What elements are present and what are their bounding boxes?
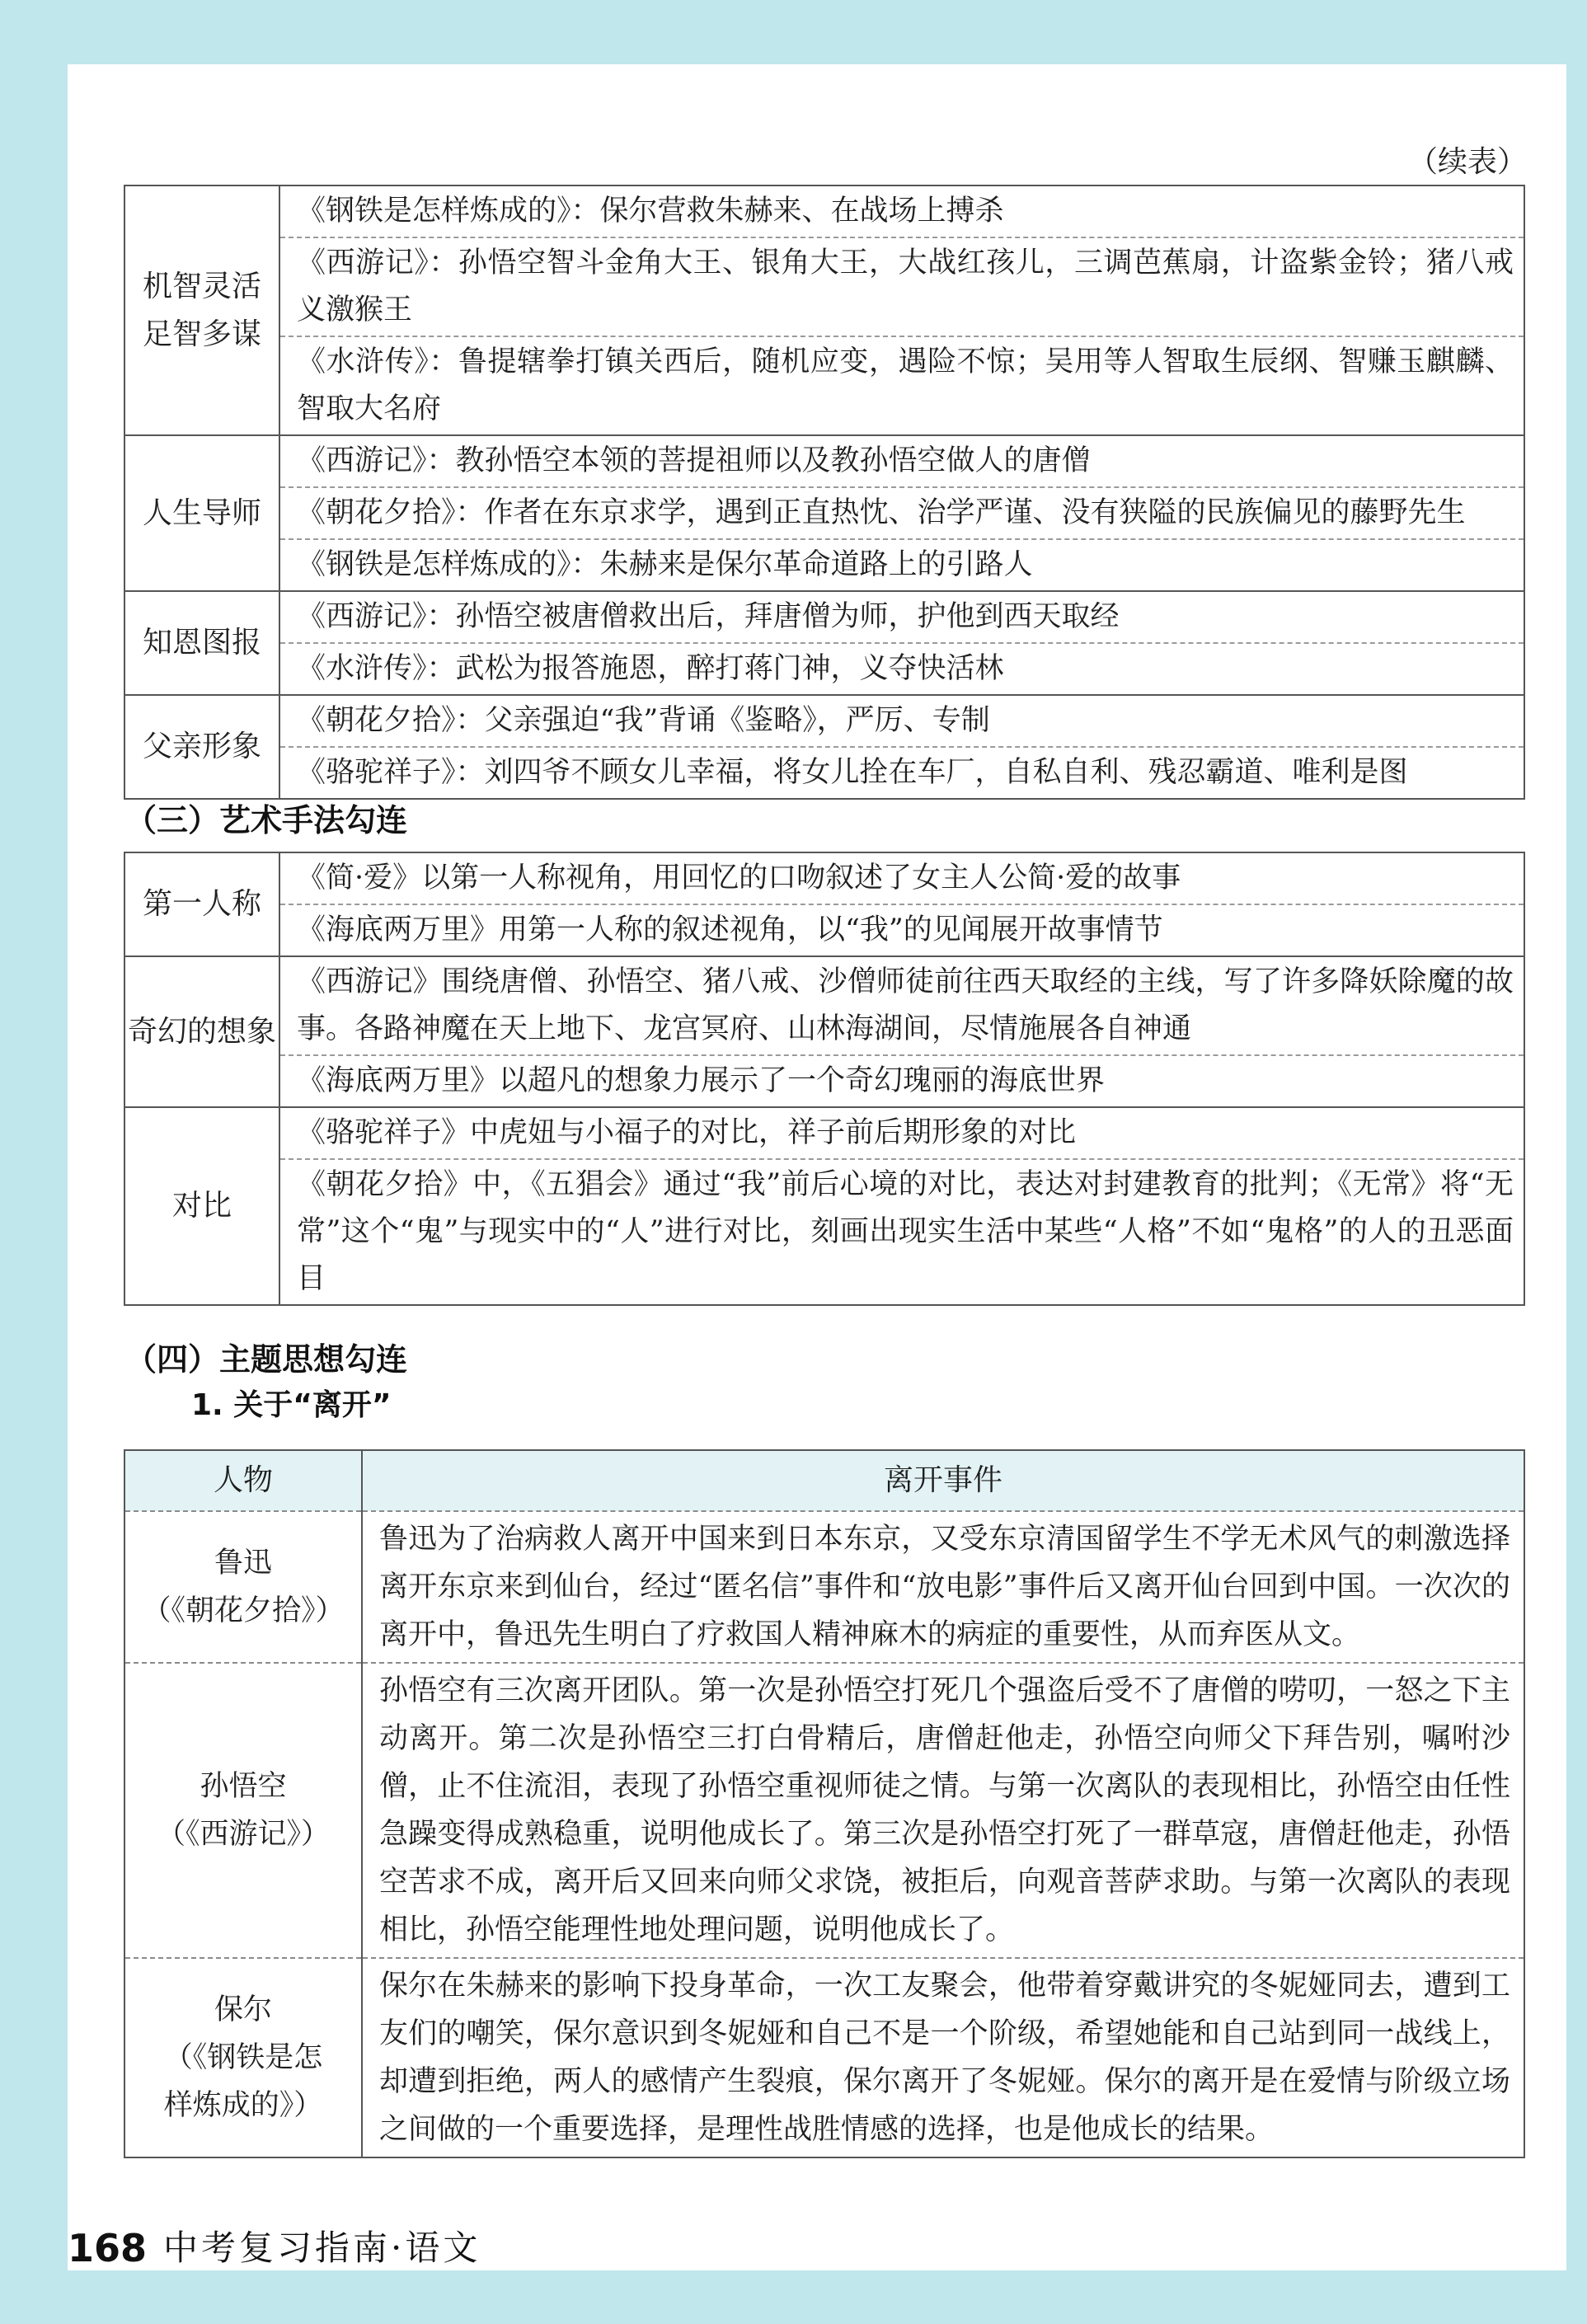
example-cell: 《海底两万里》用第一人称的叙述视角，以“我”的见闻展开故事情节 — [279, 904, 1524, 956]
subsection-title-leaving: 1. 关于“离开” — [191, 1388, 392, 1422]
person-source: （《钢铁是怎 — [163, 2041, 323, 2074]
page — [68, 64, 1566, 2270]
example-cell: 《西游记》：教孙悟空本领的菩提祖师以及教孙悟空做人的唐僧 — [279, 435, 1524, 487]
person-cell — [124, 1958, 362, 2157]
category-cell — [124, 1107, 279, 1305]
person-source: （《西游记》） — [156, 1818, 330, 1851]
category-label: 机智灵活 — [142, 269, 261, 303]
example-cell: 《骆驼祥子》：刘四爷不顾女儿幸福，将女儿拴在车厂，自私自利、残忍霸道、唯利是图 — [279, 747, 1524, 799]
table-row — [124, 1958, 1524, 2157]
event-cell: 鲁迅为了治病救人离开中国来到日本东京，又受东京清国留学生不学无术风气的刺激选择离开东京来到仙台，经过“匿名信”事件和“放电影”事件后又离开仙台回到中国。一次次的离开中，鲁迅先生明白了疗救国人精神麻木的病症的重要性，从而弃医从文。 — [362, 1511, 1524, 1663]
example-cell: 《水浒传》：鲁提辖拳打镇关西后，随机应变，遇险不惊；吴用等人智取生辰纲、智赚玉麒麟、智取大名府 — [279, 336, 1524, 435]
person-name: 保尔 — [214, 1993, 272, 2026]
character-traits-table — [124, 185, 1525, 800]
page-footer — [68, 2223, 481, 2270]
continued-label: （续表） — [1407, 145, 1527, 179]
example-cell: 《骆驼祥子》中虎妞与小福子的对比，祥子前后期形象的对比 — [279, 1107, 1524, 1159]
category-label: 对比 — [171, 1189, 232, 1223]
category-cell — [124, 591, 279, 695]
category-label: 奇幻的想象 — [127, 1014, 276, 1049]
header-person: 人物 — [124, 1450, 362, 1511]
example-cell: 《西游记》：孙悟空智斗金角大王、银角大王，大战红孩儿，三调芭蕉扇，计盗紫金铃；猪八戒义激猴王 — [279, 237, 1524, 336]
event-cell: 保尔在朱赫来的影响下投身革命，一次工友聚会，他带着穿戴讲究的冬妮娅同去，遭到工友们的嘲笑，保尔意识到冬妮娅和自己不是一个阶级，希望她能和自己站到同一战线上，却遭到拒绝，两人的感情产生裂痕，保尔离开了冬妮娅。保尔的离开是在爱情与阶级立场之间做的一个重要选择，是理性战胜情感的选择，也是他成长的结果。 — [362, 1958, 1524, 2157]
event-cell: 孙悟空有三次离开团队。第一次是孙悟空打死几个强盗后受不了唐僧的唠叨，一怒之下主动离开。第二次是孙悟空三打白骨精后，唐僧赶他走，孙悟空向师父下拜告别，嘱咐沙僧，止不住流泪，表现了孙悟空重视师徒之情。与第一次离队的表现相比，孙悟空由任性急躁变得成熟稳重，说明他成长了。第三次是孙悟空打死了一群草寇，唐僧赶他走，孙悟空苦求不成，离开后又回来向师父求饶，被拒后，向观音菩萨求助。与第一次离队的表现相比，孙悟空能理性地处理问题，说明他成长了。 — [362, 1663, 1524, 1958]
example-cell: 《钢铁是怎样炼成的》：朱赫来是保尔革命道路上的引路人 — [279, 539, 1524, 591]
example-cell: 《朝花夕拾》中，《五猖会》通过“我”前后心境的对比，表达对封建教育的批判；《无常》将“无常”这个“鬼”与现实中的“人”进行对比，刻画出现实生活中某些“人格”不如“鬼格”的人的丑恶面目 — [279, 1159, 1524, 1305]
category-cell — [124, 695, 279, 799]
example-cell: 《简·爱》以第一人称视角，用回忆的口吻叙述了女主人公简·爱的故事 — [279, 852, 1524, 904]
example-cell: 《西游记》：孙悟空被唐僧救出后，拜唐僧为师，护他到西天取经 — [279, 591, 1524, 643]
example-cell: 《朝花夕拾》：父亲强迫“我”背诵《鉴略》，严厉、专制 — [279, 695, 1524, 747]
book-title: 中考复习指南·语文 — [163, 2228, 481, 2268]
category-cell — [124, 435, 279, 591]
example-cell: 《朝花夕拾》：作者在东京求学，遇到正直热忱、治学严谨、没有狭隘的民族偏见的藤野先生 — [279, 487, 1524, 539]
page-number: 168 — [68, 2226, 148, 2270]
example-cell: 《钢铁是怎样炼成的》：保尔营救朱赫来、在战场上搏杀 — [279, 185, 1524, 237]
header-event: 离开事件 — [362, 1450, 1524, 1511]
section-title-art: （三）艺术手法勾连 — [125, 802, 408, 838]
example-cell: 《西游记》围绕唐僧、孙悟空、猪八戒、沙僧师徒前往西天取经的主线，写了许多降妖除魔的故事。各路神魔在天上地下、龙宫冥府、山林海湖间，尽情施展各自神通 — [279, 956, 1524, 1055]
person-name: 孙悟空 — [200, 1770, 287, 1803]
person-cell — [124, 1663, 362, 1958]
leaving-events-table — [124, 1449, 1525, 2158]
table-row — [124, 1663, 1524, 1958]
person-source: 样炼成的》） — [163, 2089, 323, 2122]
category-label: 父亲形象 — [142, 730, 261, 763]
person-source: （《朝花夕拾》） — [142, 1594, 345, 1627]
example-cell: 《水浒传》：武松为报答施恩，醉打蒋门神，义夺快活林 — [279, 643, 1524, 695]
category-label: 知恩图报 — [142, 626, 261, 660]
person-name: 鲁迅 — [214, 1547, 272, 1580]
art-technique-table — [124, 852, 1525, 1306]
category-cell — [124, 852, 279, 956]
table-row — [124, 1511, 1524, 1663]
example-cell: 《海底两万里》以超凡的想象力展示了一个奇幻瑰丽的海底世界 — [279, 1055, 1524, 1107]
person-cell — [124, 1511, 362, 1663]
category-label: 第一人称 — [142, 887, 261, 921]
category-label: 足智多谋 — [142, 317, 261, 351]
category-label: 人生导师 — [142, 495, 261, 530]
category-cell — [124, 956, 279, 1107]
section-title-theme: （四）主题思想勾连 — [125, 1341, 408, 1378]
category-cell — [124, 185, 279, 435]
